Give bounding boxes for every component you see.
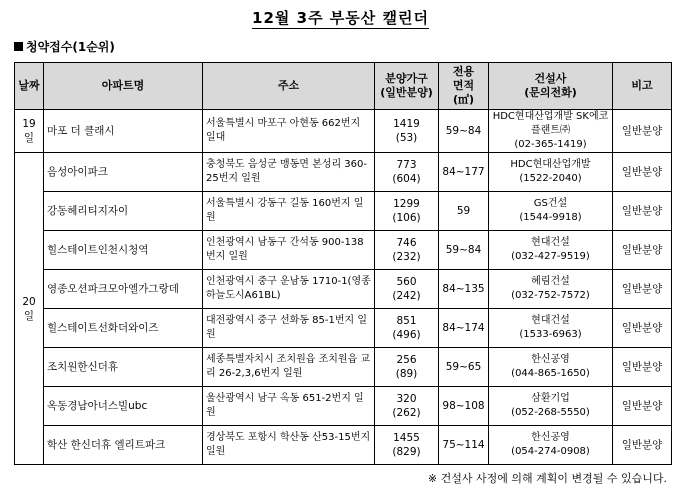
builder-cell xyxy=(489,192,613,231)
builder-cell xyxy=(489,348,613,387)
header-apartment: 아파트명 xyxy=(44,63,203,110)
builder-phone: (032-427-9519) xyxy=(511,251,590,262)
units-cell xyxy=(375,192,439,231)
area-cell: 84~174 xyxy=(439,309,489,348)
builder-cell xyxy=(489,110,613,153)
header-units-line1: 분양가구 xyxy=(385,72,428,85)
units-general: (106) xyxy=(392,212,421,224)
apartment-cell: 힐스테이트선화더와이즈 xyxy=(44,309,203,348)
apartment-cell: 조치원한신더휴 xyxy=(44,348,203,387)
address-cell: 인천광역시 남동구 간석동 900-138번지 일원 xyxy=(203,231,375,270)
builder-name: 현대건설 xyxy=(531,315,570,326)
header-builder-line2: (문의전화) xyxy=(524,86,577,99)
builder-name: 한신공영 xyxy=(531,432,570,443)
units-total: 773 xyxy=(396,159,417,171)
builder-phone: (1533-6963) xyxy=(519,329,582,340)
builder-cell xyxy=(489,426,613,465)
units-general: (53) xyxy=(395,132,418,144)
apartment-cell: 학산 한신더휴 엘리트파크 xyxy=(44,426,203,465)
note-cell: 일반분양 xyxy=(613,110,672,153)
header-builder-line1: 건설사 xyxy=(534,72,567,85)
units-cell xyxy=(375,110,439,153)
address-cell: 세종특별자치시 조치원읍 조치원읍 교리 26-2,3,6번지 일원 xyxy=(203,348,375,387)
note-cell: 일반분양 xyxy=(613,153,672,192)
units-total: 1419 xyxy=(393,118,420,130)
units-general: (232) xyxy=(392,251,421,263)
area-cell: 84~135 xyxy=(439,270,489,309)
apartment-cell: 마포 더 클래시 xyxy=(44,110,203,153)
address-cell: 인천광역시 중구 운남동 1710-1(영종하늘도시A61BL) xyxy=(203,270,375,309)
address-cell: 경상북도 포항시 학산동 산53-15번지 일원 xyxy=(203,426,375,465)
units-total: 746 xyxy=(396,237,417,249)
builder-name: GS건설 xyxy=(533,198,568,209)
apartment-cell: 옥동경남아너스빌ubc xyxy=(44,387,203,426)
builder-name: 한신공영 xyxy=(531,354,570,365)
units-general: (829) xyxy=(392,446,421,458)
table-row xyxy=(15,348,672,387)
builder-name: HDC현대산업개발 xyxy=(510,159,591,170)
units-general: (604) xyxy=(392,173,421,185)
address-cell: 울산광역시 남구 옥동 651-2번지 일원 xyxy=(203,387,375,426)
apartment-cell: 힐스테이트인천시청역 xyxy=(44,231,203,270)
header-units xyxy=(375,63,439,110)
apartment-cell: 강동헤리티지자이 xyxy=(44,192,203,231)
page-title xyxy=(0,7,681,28)
builder-name: 혜림건설 xyxy=(531,276,570,287)
builder-phone: (02-365-1419) xyxy=(514,139,587,150)
date-cell: 20일 xyxy=(15,153,44,465)
units-cell xyxy=(375,231,439,270)
header-area-line1: 전용 xyxy=(452,65,475,78)
units-general: (262) xyxy=(392,407,421,419)
address-cell: 대전광역시 중구 선화동 85-1번지 일원 xyxy=(203,309,375,348)
units-general: (242) xyxy=(392,290,421,302)
table-row xyxy=(15,387,672,426)
builder-cell xyxy=(489,231,613,270)
units-total: 256 xyxy=(396,354,417,366)
table-row xyxy=(15,110,672,153)
area-cell: 59~84 xyxy=(439,231,489,270)
note-cell: 일반분양 xyxy=(613,270,672,309)
builder-phone: (1522-2040) xyxy=(519,173,582,184)
table-row xyxy=(15,231,672,270)
units-general: (496) xyxy=(392,329,421,341)
builder-name: 삼환기업 xyxy=(531,393,570,404)
header-note: 비고 xyxy=(613,63,672,110)
area-cell: 59~65 xyxy=(439,348,489,387)
area-cell: 75~114 xyxy=(439,426,489,465)
header-area-line2: 면적 xyxy=(452,79,475,92)
table-header-row xyxy=(15,63,672,110)
builder-cell xyxy=(489,309,613,348)
header-units-line2: (일반분양) xyxy=(380,86,433,99)
area-cell: 59~84 xyxy=(439,110,489,153)
area-cell: 59 xyxy=(439,192,489,231)
builder-cell xyxy=(489,387,613,426)
builder-phone: (044-865-1650) xyxy=(511,368,590,379)
black-square-icon xyxy=(14,42,23,51)
units-cell xyxy=(375,309,439,348)
note-cell: 일반분양 xyxy=(613,192,672,231)
builder-cell xyxy=(489,270,613,309)
address-cell: 충청북도 음성군 맹동면 본성리 360-25번지 일원 xyxy=(203,153,375,192)
builder-cell xyxy=(489,153,613,192)
apartment-cell: 영종오션파크모아엘가그랑데 xyxy=(44,270,203,309)
note-cell: 일반분양 xyxy=(613,387,672,426)
apartment-cell: 음성아이파크 xyxy=(44,153,203,192)
units-total: 1299 xyxy=(393,198,420,210)
units-total: 560 xyxy=(396,276,417,288)
note-cell: 일반분양 xyxy=(613,348,672,387)
units-cell xyxy=(375,153,439,192)
footnote: ※ 건설사 사정에 의해 계획이 변경될 수 있습니다. xyxy=(427,472,667,485)
table-row xyxy=(15,192,672,231)
builder-name: 현대건설 xyxy=(531,237,570,248)
units-general: (89) xyxy=(395,368,418,380)
calendar-table xyxy=(14,62,672,465)
header-address: 주소 xyxy=(203,63,375,110)
units-total: 1455 xyxy=(393,432,420,444)
note-cell: 일반분양 xyxy=(613,231,672,270)
address-cell: 서울특별시 강동구 길동 160번지 일원 xyxy=(203,192,375,231)
builder-phone: (032-752-7572) xyxy=(511,290,590,301)
header-builder xyxy=(489,63,613,110)
page-title-text: 12월 3주 부동산 캘린더 xyxy=(252,9,429,27)
header-date: 날짜 xyxy=(15,63,44,110)
units-cell xyxy=(375,348,439,387)
section-title: 청약접수(1순위) xyxy=(26,40,115,54)
builder-phone: (054-274-0908) xyxy=(511,446,590,457)
area-cell: 98~108 xyxy=(439,387,489,426)
section-heading xyxy=(14,38,115,55)
header-area-line3: (㎡) xyxy=(452,93,475,106)
table-row xyxy=(15,153,672,192)
units-total: 851 xyxy=(396,315,417,327)
units-cell xyxy=(375,387,439,426)
note-cell: 일반분양 xyxy=(613,426,672,465)
address-cell: 서울특별시 마포구 아현동 662번지 일대 xyxy=(203,110,375,153)
table-row xyxy=(15,309,672,348)
builder-phone: (052-268-5550) xyxy=(511,407,590,418)
area-cell: 84~177 xyxy=(439,153,489,192)
date-cell: 19일 xyxy=(15,110,44,153)
header-area xyxy=(439,63,489,110)
units-total: 320 xyxy=(396,393,417,405)
builder-name: HDC현대산업개발 SK에코플랜트㈜ xyxy=(492,111,609,136)
builder-phone: (1544-9918) xyxy=(519,212,582,223)
units-cell xyxy=(375,426,439,465)
table-row xyxy=(15,426,672,465)
units-cell xyxy=(375,270,439,309)
note-cell: 일반분양 xyxy=(613,309,672,348)
table-row xyxy=(15,270,672,309)
